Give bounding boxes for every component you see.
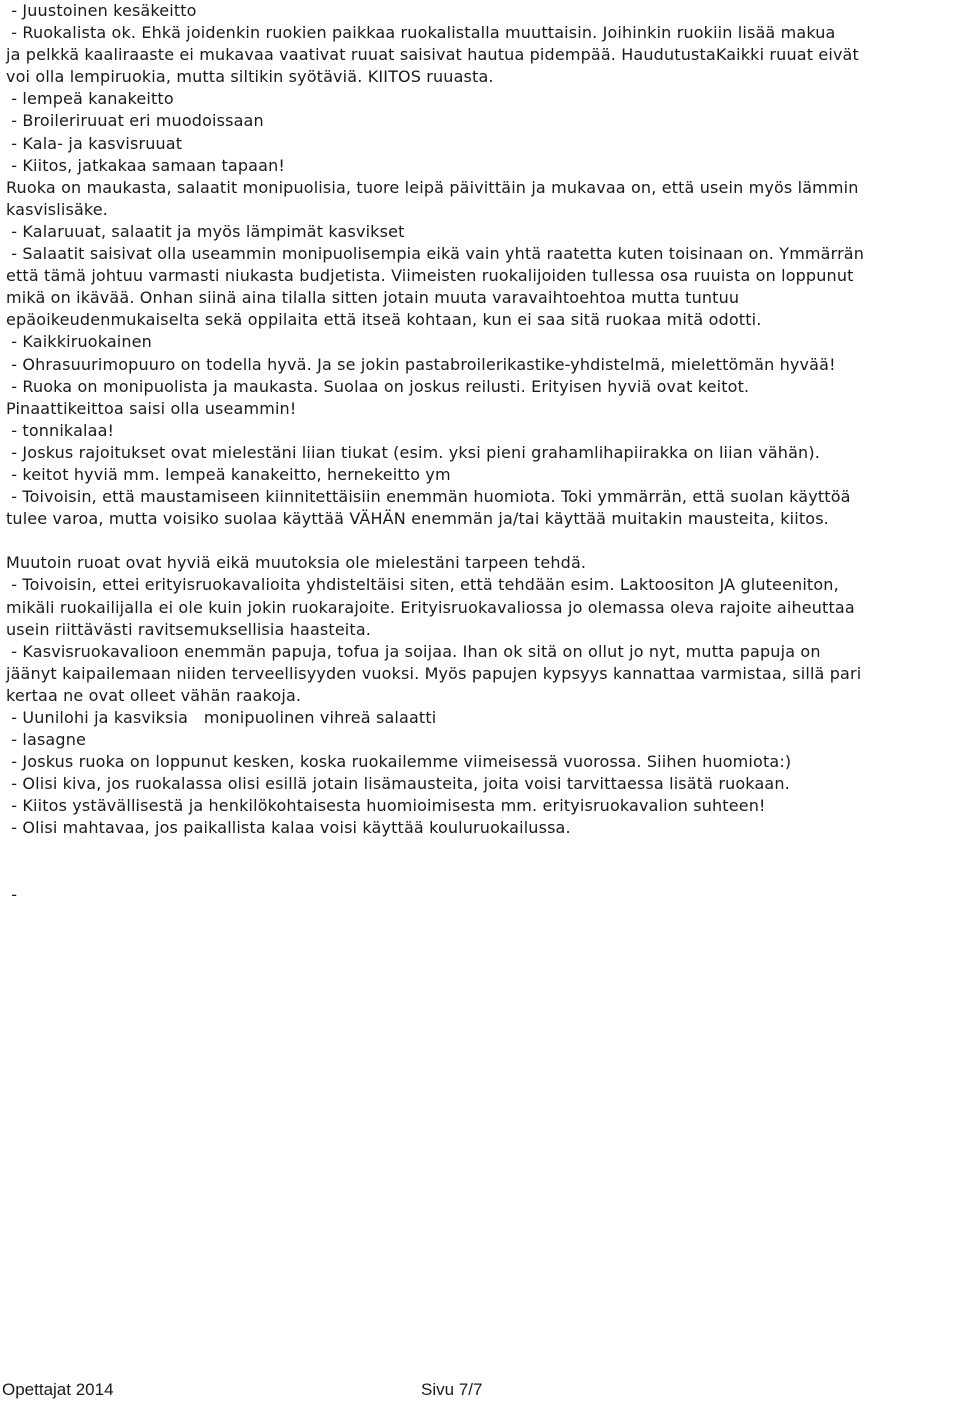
text-line: - Ruoka on monipuolista ja maukasta. Suolaa on joskus reilusti. Erityisen hyviä ovat keitot. bbox=[6, 376, 750, 396]
page-footer bbox=[0, 1380, 960, 1402]
text-line: - Kiitos ystävällisestä ja henkilökohtaisesta huomioimisesta mm. erityisruokavalion suhteen! bbox=[6, 796, 766, 816]
text-line: Ruoka on maukasta, salaatit monipuolisia, tuore leipä päivittäin ja mukavaa on, että usein myös lämmin bbox=[6, 177, 859, 197]
blank-line bbox=[6, 530, 956, 552]
text-line: Pinaattikeittoa saisi olla useammin! bbox=[6, 398, 297, 418]
text-line: jäänyt kaipailemaan niiden terveellisyyden vuoksi. Myös papujen kypsyys kannattaa varmistaa, sillä pari bbox=[6, 663, 862, 683]
text-line: epäoikeudenmukaiselta sekä oppilaita että itseä kohtaan, kun ei saa sitä ruokaa mitä odotti. bbox=[6, 310, 762, 330]
text-line: - Kasvisruokavalioon enemmän papuja, tofua ja soijaa. Ihan ok sitä on ollut jo nyt, mutta papuja on bbox=[6, 641, 821, 661]
text-line: - Toivoisin, ettei erityisruokavalioita yhdisteltäisi siten, että tehdään esim. Laktoositon JA gluteeniton, bbox=[6, 575, 839, 595]
text-line: - tonnikalaa! bbox=[6, 420, 115, 440]
text-line: - keitot hyviä mm. lempeä kanakeitto, hernekeitto ym bbox=[6, 464, 451, 484]
text-line: mikä on ikävää. Onhan siinä aina tilalla sitten jotain muuta varavaihtoehtoa mutta tuntuu bbox=[6, 288, 740, 308]
text-line: - Kalaruuat, salaatit ja myös lämpimät kasvikset bbox=[6, 221, 405, 241]
text-line: - Olisi mahtavaa, jos paikallista kalaa voisi käyttää kouluruokailussa. bbox=[6, 818, 571, 838]
blank-line bbox=[6, 862, 956, 884]
text-line: - Toivoisin, että maustamiseen kiinnitettäisiin enemmän huomiota. Toki ymmärrän, että suolan käyttöä bbox=[6, 487, 851, 507]
text-line: tulee varoa, mutta voisiko suolaa käyttää VÄHÄN enemmän ja/tai käyttää muitakin mausteita, kiitos. bbox=[6, 509, 829, 529]
text-line: kasvislisäke. bbox=[6, 199, 108, 219]
text-line: mikäli ruokailijalla ei ole kuin jokin ruokarajoite. Erityisruokavaliossa jo olemassa oleva rajoite aiheuttaa bbox=[6, 597, 855, 617]
text-line: usein riittävästi ravitsemuksellisia haasteita. bbox=[6, 619, 372, 639]
text-line: ja pelkkä kaaliraaste ei mukavaa vaativat ruuat saisivat hautua pidempää. HaudutustaKaikki ruuat eivät bbox=[6, 45, 859, 65]
text-line: - Ruokalista ok. Ehkä joidenkin ruokien paikkaa ruokalistalla muuttaisin. Joihinkin ruokiin lisää makua bbox=[6, 23, 836, 43]
blank-line bbox=[6, 840, 956, 862]
page-number: Sivu 7/7 bbox=[421, 1380, 483, 1399]
text-line: - Kaikkiruokainen bbox=[6, 332, 152, 352]
footer-title: Opettajat 2014 bbox=[2, 1380, 114, 1399]
text-line: - Juustoinen kesäkeitto bbox=[6, 1, 197, 20]
text-line: että tämä johtuu varmasti niukasta budjetista. Viimeisten ruokalijoiden tullessa osa ruuista on loppunut bbox=[6, 266, 854, 286]
text-line: - Uunilohi ja kasviksia monipuolinen vihreä salaatti bbox=[6, 708, 437, 727]
text-line: - bbox=[6, 884, 18, 904]
text-line: - Broileriruuat eri muodoissaan bbox=[6, 111, 264, 131]
text-line: voi olla lempiruokia, mutta siltikin syötäviä. KIITOS ruuasta. bbox=[6, 67, 494, 87]
text-line: - lasagne bbox=[6, 730, 86, 750]
text-line: - Joskus rajoitukset ovat mielestäni liian tiukat (esim. yksi pieni grahamlihapiirakka on liian vähän). bbox=[6, 442, 820, 462]
document-body bbox=[6, 0, 956, 906]
text-line: - Kiitos, jatkakaa samaan tapaan! bbox=[6, 155, 285, 175]
text-line: kertaa ne ovat olleet vähän raakoja. bbox=[6, 685, 302, 705]
text-line: - Olisi kiva, jos ruokalassa olisi esillä jotain lisämausteita, joita voisi tarvittaessa lisätä ruokaan. bbox=[6, 774, 790, 794]
text-line: - Kala- ja kasvisruuat bbox=[6, 133, 183, 153]
text-line: - Joskus ruoka on loppunut kesken, koska ruokailemme viimeisessä vuorossa. Siihen huomiota:) bbox=[6, 752, 792, 772]
text-line: - lempeä kanakeitto bbox=[6, 89, 174, 109]
text-line: - Salaatit saisivat olla useammin monipuolisempia eikä vain yhtä raatetta kuten toisinaan on. Ymmärrän bbox=[6, 244, 865, 264]
text-line: Muutoin ruoat ovat hyviä eikä muutoksia ole mielestäni tarpeen tehdä. bbox=[6, 553, 587, 573]
text-line: - Ohrasuurimopuuro on todella hyvä. Ja se jokin pastabroilerikastike-yhdistelmä, mielettömän hyvää! bbox=[6, 354, 836, 374]
